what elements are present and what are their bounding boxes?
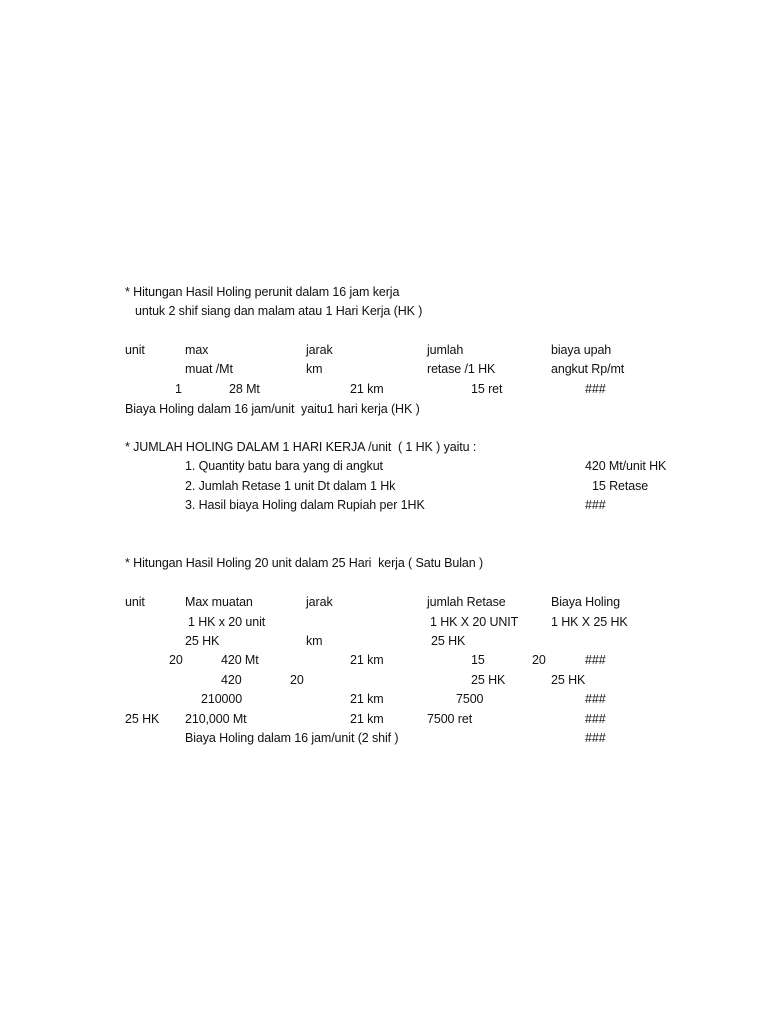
- s3-header-biaya-sub: 1 HK X 25 HK: [551, 615, 628, 629]
- s3-row3-biaya: ###: [585, 692, 606, 706]
- s1-row-biaya: ###: [585, 382, 606, 396]
- s3-summary-label: Biaya Holing dalam 16 jam/unit (2 shif ): [185, 731, 399, 745]
- s3-row1-unit: 20: [169, 653, 183, 667]
- s1-row-jumlah: 15 ret: [471, 382, 503, 396]
- s3-header-jumlah: jumlah Retase: [427, 595, 506, 609]
- s1-header-unit: unit: [125, 343, 145, 357]
- s3-summary-value: ###: [585, 731, 606, 745]
- s1-header-jarak-sub: km: [306, 362, 323, 376]
- s1-header-jumlah: jumlah: [427, 343, 464, 357]
- s1-row-unit: 1: [175, 382, 182, 396]
- s3-row1-jumlah-b: 20: [532, 653, 546, 667]
- s1-header-biaya: biaya upah: [551, 343, 612, 357]
- s3-row1-jumlah-a: 15: [471, 653, 485, 667]
- s3-header-jarak-sub: km: [306, 634, 323, 648]
- s2-item-value: 15 Retase: [592, 479, 649, 493]
- s1-summary: Biaya Holing dalam 16 jam/unit yaitu1 hari kerja (HK ): [125, 402, 420, 416]
- s2-item-value: 420 Mt/unit HK: [585, 459, 667, 473]
- s3-row4-jarak: 21 km: [350, 712, 384, 726]
- s1-header-biaya-sub: angkut Rp/mt: [551, 362, 625, 376]
- s3-row3-jumlah: 7500: [456, 692, 484, 706]
- s1-row-max: 28 Mt: [229, 382, 260, 396]
- s3-header-jumlah-sub1: 1 HK X 20 UNIT: [430, 615, 519, 629]
- s2-item-label: 3. Hasil biaya Holing dalam Rupiah per 1HK: [185, 498, 425, 512]
- s3-header-max-sub1: 1 HK x 20 unit: [188, 615, 266, 629]
- s3-header-jarak: jarak: [306, 595, 333, 609]
- s3-row3-max: 210000: [201, 692, 243, 706]
- s3-header-max: Max muatan: [185, 595, 253, 609]
- section2-heading: * JUMLAH HOLING DALAM 1 HARI KERJA /unit ( 1 HK ) yaitu :: [125, 440, 477, 454]
- s1-header-jumlah-sub: retase /1 HK: [427, 362, 496, 376]
- section1-heading: * Hitungan Hasil Holing perunit dalam 16 jam kerja: [125, 285, 400, 299]
- s3-row1-jarak: 21 km: [350, 653, 384, 667]
- s3-header-biaya: Biaya Holing: [551, 595, 620, 609]
- s1-header-jarak: jarak: [306, 343, 333, 357]
- s3-row2-max-b: 20: [290, 673, 304, 687]
- s2-item-value: ###: [585, 498, 606, 512]
- s3-row3-jarak: 21 km: [350, 692, 384, 706]
- s2-item-label: 1. Quantity batu bara yang di angkut: [185, 459, 383, 473]
- s3-row2-jumlah-b: 25 HK: [551, 673, 586, 687]
- section1-subheading: untuk 2 shif siang dan malam atau 1 Hari Kerja (HK ): [135, 304, 423, 318]
- s1-row-jarak: 21 km: [350, 382, 384, 396]
- s3-row1-max: 420 Mt: [221, 653, 259, 667]
- s3-header-unit: unit: [125, 595, 145, 609]
- s1-header-max: max: [185, 343, 209, 357]
- s2-item-label: 2. Jumlah Retase 1 unit Dt dalam 1 Hk: [185, 479, 396, 493]
- s3-header-max-sub2: 25 HK: [185, 634, 220, 648]
- s3-row1-biaya: ###: [585, 653, 606, 667]
- s1-header-max-sub: muat /Mt: [185, 362, 233, 376]
- s3-row4-jumlah: 7500 ret: [427, 712, 473, 726]
- section3-heading: * Hitungan Hasil Holing 20 unit dalam 25 Hari kerja ( Satu Bulan ): [125, 556, 484, 570]
- s3-row2-jumlah-a: 25 HK: [471, 673, 506, 687]
- s3-header-jumlah-sub2: 25 HK: [431, 634, 466, 648]
- s3-row4-unit: 25 HK: [125, 712, 160, 726]
- s3-row2-max-a: 420: [221, 673, 242, 687]
- s3-row4-biaya: ###: [585, 712, 606, 726]
- s3-row4-max: 210,000 Mt: [185, 712, 247, 726]
